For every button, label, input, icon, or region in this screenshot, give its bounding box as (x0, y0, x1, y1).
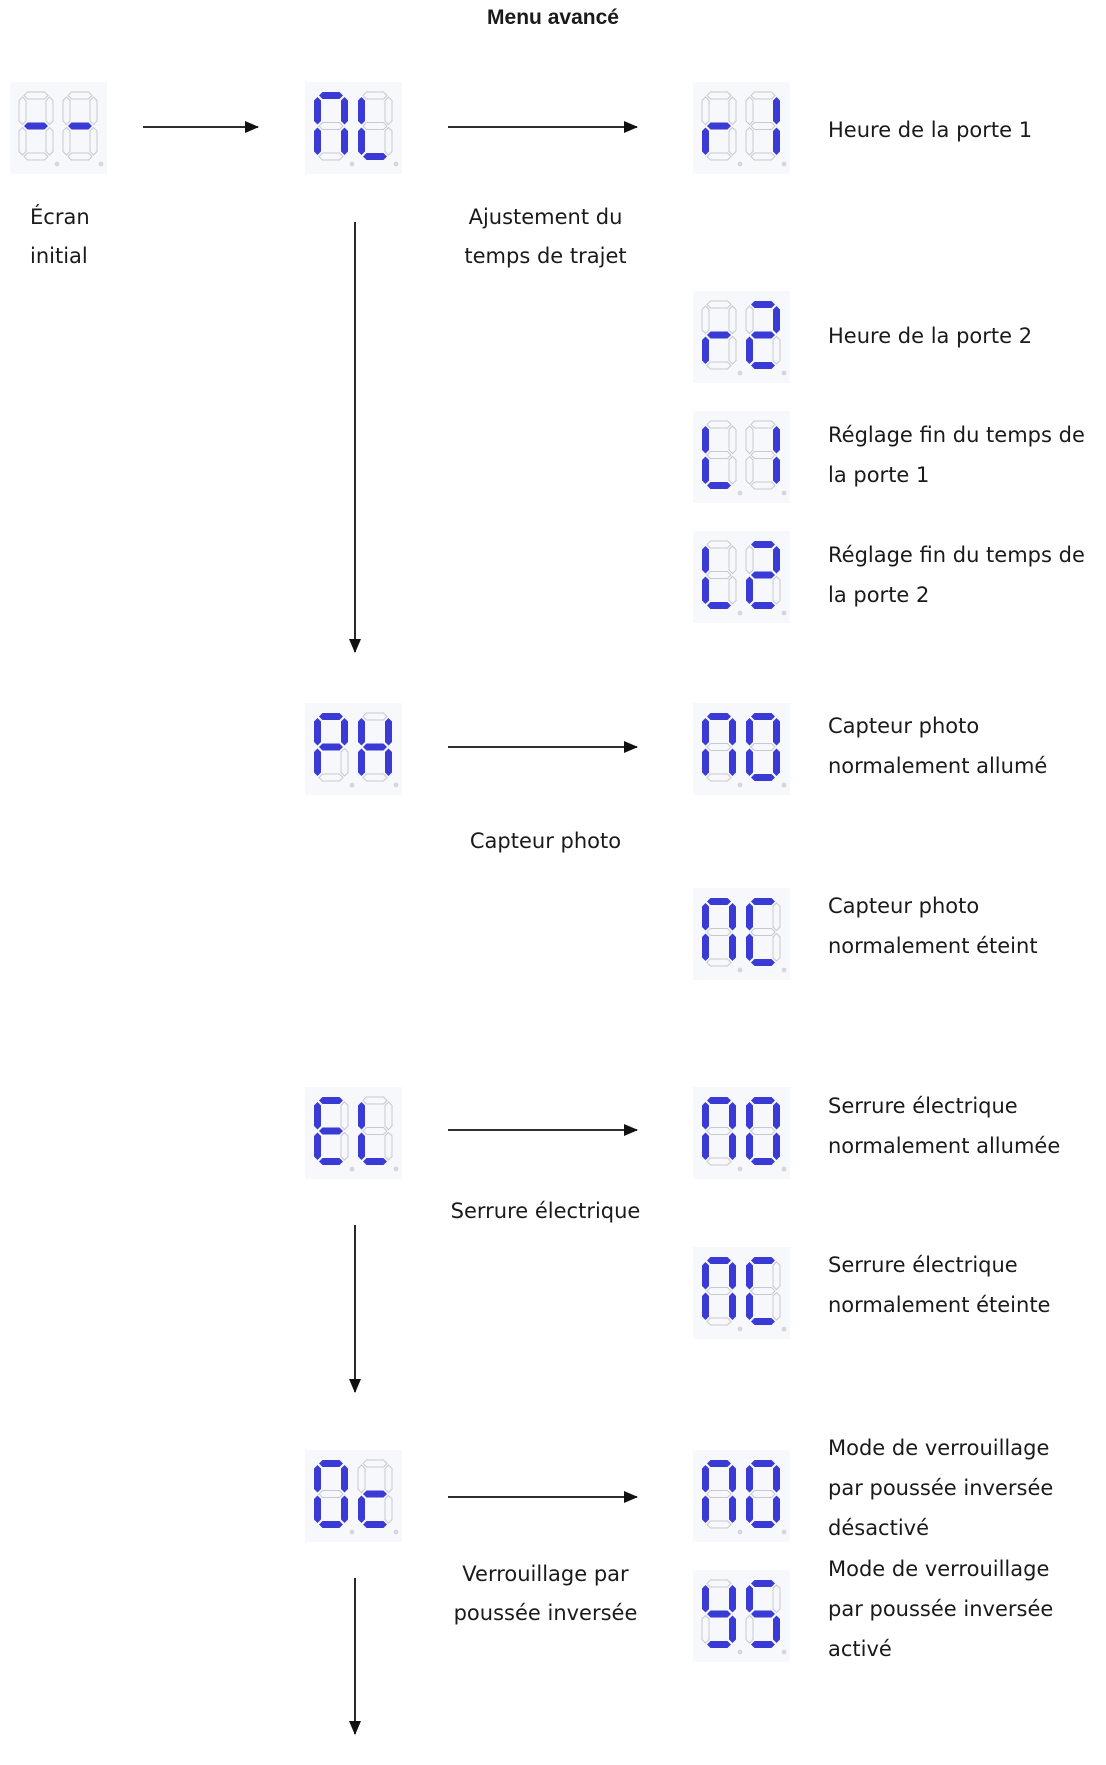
segment-1-f (702, 306, 709, 334)
segment-2-d (751, 153, 775, 160)
segment-1-a (319, 1097, 343, 1104)
segment-2-f (746, 546, 753, 574)
segment-1-c (729, 1293, 736, 1321)
decimal-point-1 (350, 783, 355, 788)
segment-1-d (707, 602, 731, 609)
segment-2-g (751, 332, 775, 339)
segment-1-a (707, 1580, 731, 1587)
segment-2-d (751, 482, 775, 489)
segment-1-d (707, 774, 731, 781)
segment-2-b (773, 718, 780, 746)
segment-2-e (746, 337, 753, 365)
desc-el-no: Serrure électrique normalement allumée (828, 1094, 1061, 1158)
seven-segment-display (693, 1247, 790, 1339)
segment-1-g (707, 1128, 731, 1135)
segment-2-g (68, 123, 92, 130)
segment-1-f (702, 97, 709, 125)
segment-2-g (751, 929, 775, 936)
segment-1-c (729, 749, 736, 777)
segment-1-e (702, 337, 709, 365)
segment-2-e (746, 934, 753, 962)
segment-1-g (707, 452, 731, 459)
segment-2-b (773, 1585, 780, 1613)
segment-1-f (314, 1465, 321, 1493)
segment-1-d (319, 153, 343, 160)
decimal-point-2 (782, 162, 787, 167)
segment-1-g (707, 332, 731, 339)
segment-2-g (363, 1491, 387, 1498)
segment-1-g (707, 123, 731, 130)
segment-2-c (773, 749, 780, 777)
segment-2-g (751, 744, 775, 751)
segment-2-b (385, 1102, 392, 1130)
decimal-point-2 (782, 611, 787, 616)
segment-2-d (751, 959, 775, 966)
segment-2-d (68, 153, 92, 160)
segment-2-a (751, 898, 775, 905)
segment-1-a (319, 713, 343, 720)
segment-1-b (729, 1262, 736, 1290)
segment-2-a (751, 1580, 775, 1587)
decimal-point-1 (350, 162, 355, 167)
segment-2-g (751, 1288, 775, 1295)
decimal-point-1 (738, 611, 743, 616)
desc-r1: Heure de la porte 1 (828, 118, 1033, 142)
segment-2-f (746, 306, 753, 334)
segment-2-b (773, 1102, 780, 1130)
segment-1-c (729, 1496, 736, 1524)
segment-2-f (63, 97, 70, 125)
segment-2-b (385, 1465, 392, 1493)
segment-1-a (707, 541, 731, 548)
display-t2 (693, 531, 790, 623)
segment-1-a (707, 1460, 731, 1467)
segment-2-c (773, 577, 780, 605)
segment-2-f (746, 97, 753, 125)
segment-1-b (729, 426, 736, 454)
segment-2-a (751, 1460, 775, 1467)
segment-2-a (751, 541, 775, 548)
decimal-point-1 (738, 783, 743, 788)
seven-segment-display (693, 411, 790, 503)
segment-1-e (314, 128, 321, 156)
segment-2-e (358, 1133, 365, 1161)
display-initial (10, 82, 107, 174)
segment-2-b (773, 1262, 780, 1290)
segment-2-g (751, 1491, 775, 1498)
seven-segment-display (305, 703, 402, 795)
segment-2-a (751, 421, 775, 428)
segment-2-c (773, 1616, 780, 1644)
segment-1-c (729, 128, 736, 156)
segment-2-e (746, 749, 753, 777)
decimal-point-1 (738, 1530, 743, 1535)
decimal-point-1 (738, 968, 743, 973)
segment-1-c (341, 749, 348, 777)
segment-1-f (702, 426, 709, 454)
decimal-point-1 (738, 1167, 743, 1172)
seven-segment-display (305, 1087, 402, 1179)
decimal-point-2 (394, 162, 399, 167)
segment-2-f (746, 718, 753, 746)
segment-2-g (751, 452, 775, 459)
segment-1-e (702, 1133, 709, 1161)
segment-1-a (707, 301, 731, 308)
segment-1-d (707, 362, 731, 369)
segment-1-b (729, 718, 736, 746)
segment-1-e (702, 1616, 709, 1644)
segment-1-f (19, 97, 26, 125)
segment-1-e (702, 128, 709, 156)
decimal-point-1 (55, 162, 60, 167)
segment-1-c (341, 128, 348, 156)
display-r1 (693, 82, 790, 174)
segment-1-g (24, 123, 48, 130)
display-photo (305, 703, 402, 795)
decimal-point-1 (738, 162, 743, 167)
display-push (305, 1450, 402, 1542)
segment-1-a (707, 898, 731, 905)
segment-2-g (363, 744, 387, 751)
segment-1-e (702, 934, 709, 962)
segment-2-b (385, 97, 392, 125)
segment-2-d (363, 1521, 387, 1528)
segment-1-b (341, 1465, 348, 1493)
segment-1-b (729, 546, 736, 574)
segment-1-f (314, 1102, 321, 1130)
segment-2-d (751, 1521, 775, 1528)
segment-1-e (702, 577, 709, 605)
segment-1-d (319, 1521, 343, 1528)
decimal-point-2 (394, 783, 399, 788)
segment-2-b (773, 97, 780, 125)
segment-2-c (385, 1496, 392, 1524)
segment-2-b (773, 306, 780, 334)
segment-1-b (729, 306, 736, 334)
segment-1-f (702, 903, 709, 931)
segment-1-d (24, 153, 48, 160)
segment-2-f (358, 1465, 365, 1493)
seven-segment-display (305, 1450, 402, 1542)
segment-1-b (729, 903, 736, 931)
segment-2-a (68, 92, 92, 99)
segment-1-c (729, 934, 736, 962)
decimal-point-1 (738, 1327, 743, 1332)
segment-1-f (702, 1262, 709, 1290)
segment-2-c (385, 749, 392, 777)
desc-t2: Réglage fin du temps de la porte 2 (828, 543, 1085, 607)
segment-2-a (363, 713, 387, 720)
segment-1-f (702, 1585, 709, 1613)
segment-1-a (707, 421, 731, 428)
decimal-point-1 (350, 1167, 355, 1172)
segment-1-b (729, 1585, 736, 1613)
display-el-no (693, 1087, 790, 1179)
decimal-point-1 (738, 371, 743, 376)
decimal-point-2 (782, 783, 787, 788)
segment-1-b (341, 97, 348, 125)
decimal-point-2 (99, 162, 104, 167)
segment-2-c (385, 1133, 392, 1161)
segment-1-c (729, 457, 736, 485)
segment-1-g (707, 1491, 731, 1498)
decimal-point-2 (782, 1530, 787, 1535)
segment-2-a (751, 92, 775, 99)
segment-2-d (363, 1158, 387, 1165)
desc-el-nc: Serrure électrique normalement éteinte (828, 1253, 1051, 1317)
segment-2-g (363, 123, 387, 130)
segment-1-g (707, 1288, 731, 1295)
seven-segment-display (693, 1450, 790, 1542)
segment-2-c (385, 128, 392, 156)
segment-1-c (341, 1133, 348, 1161)
segment-2-b (385, 718, 392, 746)
segment-2-b (773, 903, 780, 931)
segment-2-b (773, 1465, 780, 1493)
segment-2-e (746, 1133, 753, 1161)
segment-1-d (707, 153, 731, 160)
segment-1-f (314, 97, 321, 125)
segment-1-d (319, 1158, 343, 1165)
segment-2-g (363, 1128, 387, 1135)
segment-1-b (729, 97, 736, 125)
segment-2-d (751, 1158, 775, 1165)
seven-segment-display (693, 1570, 790, 1662)
segment-2-b (90, 97, 97, 125)
decimal-point-2 (394, 1530, 399, 1535)
segment-1-c (729, 337, 736, 365)
segment-1-g (319, 744, 343, 751)
desc-oc-ys: Mode de verrouillage par poussée inversée activé (828, 1557, 1054, 1661)
segment-1-g (319, 1128, 343, 1135)
segment-2-e (746, 577, 753, 605)
decimal-point-2 (782, 371, 787, 376)
segment-2-d (363, 153, 387, 160)
segment-1-d (707, 1318, 731, 1325)
segment-1-a (24, 92, 48, 99)
segment-2-e (63, 128, 70, 156)
decimal-point-1 (738, 1650, 743, 1655)
desc-t1: Réglage fin du temps de la porte 1 (828, 423, 1085, 487)
travel-label: Ajustement du temps de trajet (464, 205, 627, 268)
desc-oc-no: Mode de verrouillage par poussée inversée désactivé (828, 1436, 1054, 1540)
segment-1-g (319, 123, 343, 130)
segment-2-g (751, 1611, 775, 1618)
push-label: Verrouillage par poussée inversée (453, 1562, 638, 1625)
segment-2-e (746, 128, 753, 156)
segment-2-e (746, 457, 753, 485)
display-r2 (693, 291, 790, 383)
segment-1-g (319, 1491, 343, 1498)
segment-2-c (773, 337, 780, 365)
display-ph-nc (693, 888, 790, 980)
segment-1-d (707, 1521, 731, 1528)
segment-1-d (707, 482, 731, 489)
segment-2-f (746, 1585, 753, 1613)
segment-1-c (46, 128, 53, 156)
segment-2-g (751, 1128, 775, 1135)
segment-1-a (319, 92, 343, 99)
segment-2-a (363, 1460, 387, 1467)
seven-segment-display (305, 82, 402, 174)
segment-2-f (746, 1102, 753, 1130)
segment-1-c (729, 1616, 736, 1644)
segment-1-c (729, 577, 736, 605)
segment-1-d (707, 1158, 731, 1165)
segment-2-f (746, 1465, 753, 1493)
segment-2-c (773, 128, 780, 156)
segment-1-f (702, 1102, 709, 1130)
segment-2-b (773, 546, 780, 574)
segment-1-b (341, 718, 348, 746)
segment-1-a (319, 1460, 343, 1467)
segment-2-c (773, 1133, 780, 1161)
segment-2-d (751, 1641, 775, 1648)
segment-2-f (358, 1102, 365, 1130)
display-oc-ys (693, 1570, 790, 1662)
segment-2-a (751, 1097, 775, 1104)
segment-2-d (751, 362, 775, 369)
decimal-point-1 (350, 1530, 355, 1535)
segment-1-c (341, 1496, 348, 1524)
segment-1-f (702, 1465, 709, 1493)
segment-2-e (746, 1496, 753, 1524)
segment-1-a (707, 1097, 731, 1104)
segment-1-e (314, 1496, 321, 1524)
display-ph-no (693, 703, 790, 795)
segment-2-c (90, 128, 97, 156)
display-el-nc (693, 1247, 790, 1339)
segment-1-g (707, 929, 731, 936)
segment-1-d (707, 959, 731, 966)
segment-1-e (702, 749, 709, 777)
segment-1-g (707, 572, 731, 579)
segment-1-e (19, 128, 26, 156)
segment-2-g (751, 123, 775, 130)
segment-2-a (751, 301, 775, 308)
display-t1 (693, 411, 790, 503)
display-oc-no (693, 1450, 790, 1542)
segment-1-f (702, 718, 709, 746)
segment-2-a (751, 1257, 775, 1264)
segment-2-f (746, 426, 753, 454)
segment-2-e (746, 1293, 753, 1321)
segment-1-e (702, 1496, 709, 1524)
seven-segment-display (693, 703, 790, 795)
segment-1-d (707, 1641, 731, 1648)
display-lock (305, 1087, 402, 1179)
segment-2-c (773, 1293, 780, 1321)
segment-1-c (729, 1133, 736, 1161)
segment-2-c (773, 1496, 780, 1524)
segment-2-c (773, 457, 780, 485)
decimal-point-2 (782, 968, 787, 973)
segment-2-e (746, 1616, 753, 1644)
diagram-title: Menu avancé (487, 6, 619, 29)
segment-2-g (751, 572, 775, 579)
seven-segment-display (693, 82, 790, 174)
segment-1-b (46, 97, 53, 125)
segment-2-a (363, 1097, 387, 1104)
segment-2-a (751, 713, 775, 720)
segment-1-e (702, 457, 709, 485)
segment-1-b (729, 1102, 736, 1130)
segment-2-d (751, 602, 775, 609)
segment-1-g (707, 1611, 731, 1618)
segment-1-d (319, 774, 343, 781)
segment-1-f (314, 718, 321, 746)
initial-label: Écran initial (30, 205, 90, 268)
segment-2-e (358, 749, 365, 777)
segment-2-c (773, 934, 780, 962)
segment-1-a (707, 92, 731, 99)
decimal-point-2 (394, 1167, 399, 1172)
segment-1-a (707, 1257, 731, 1264)
segment-2-f (358, 718, 365, 746)
segment-2-b (773, 426, 780, 454)
seven-segment-display (693, 1087, 790, 1179)
segment-1-b (729, 1465, 736, 1493)
segment-1-b (341, 1102, 348, 1130)
segment-2-a (363, 92, 387, 99)
display-travel (305, 82, 402, 174)
segment-2-f (746, 1262, 753, 1290)
segment-2-e (358, 128, 365, 156)
decimal-point-2 (782, 1327, 787, 1332)
desc-ph-no: Capteur photo normalement allumé (828, 714, 1048, 778)
segment-1-a (707, 713, 731, 720)
segment-2-d (363, 774, 387, 781)
segment-2-e (358, 1496, 365, 1524)
segment-2-d (751, 1318, 775, 1325)
seven-segment-display (10, 82, 107, 174)
desc-ph-nc: Capteur photo normalement éteint (828, 894, 1038, 958)
seven-segment-display (693, 531, 790, 623)
segment-1-e (702, 1293, 709, 1321)
decimal-point-1 (738, 491, 743, 496)
segment-2-f (358, 97, 365, 125)
segment-2-f (746, 903, 753, 931)
photo-label: Capteur photo (469, 829, 622, 853)
decimal-point-2 (782, 1650, 787, 1655)
seven-segment-display (693, 291, 790, 383)
lock-label: Serrure électrique (450, 1199, 641, 1223)
segment-1-g (707, 744, 731, 751)
decimal-point-2 (782, 1167, 787, 1172)
segment-2-d (751, 774, 775, 781)
segment-1-e (314, 749, 321, 777)
decimal-point-2 (782, 491, 787, 496)
segment-1-e (314, 1133, 321, 1161)
segment-1-f (702, 546, 709, 574)
desc-r2: Heure de la porte 2 (828, 324, 1033, 348)
seven-segment-display (693, 888, 790, 980)
